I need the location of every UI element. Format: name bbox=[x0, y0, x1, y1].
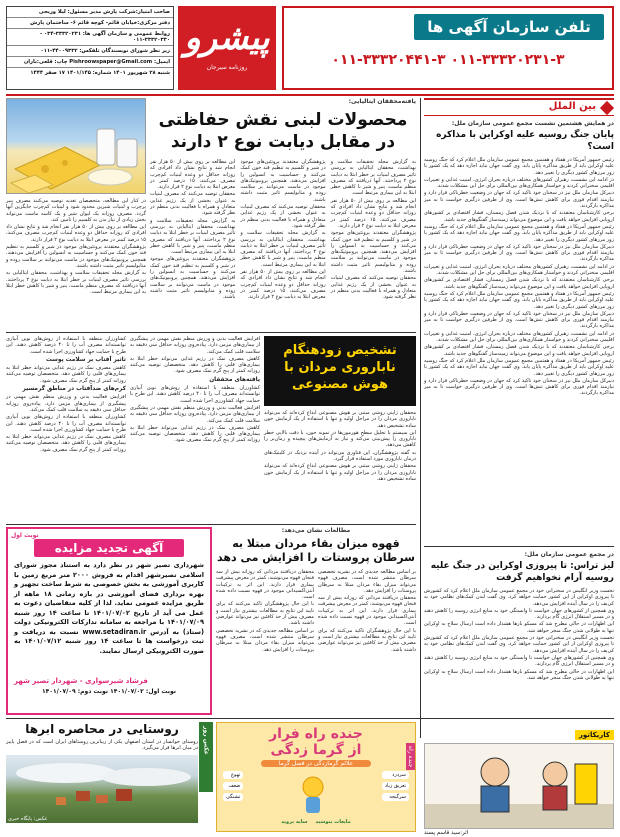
subheading: یافته‌های محققان bbox=[209, 376, 260, 383]
article-column bbox=[331, 159, 416, 309]
cheese-illustration bbox=[5, 99, 145, 195]
article-column bbox=[150, 159, 235, 309]
article-title: محصولات لبنی نقش حفاظتی در مقابل دیابت نوع ۲ دارند bbox=[158, 110, 408, 152]
logo-text: پیشرو bbox=[184, 18, 270, 58]
article-kicker: در مجمع عمومی سازمان ملل: bbox=[524, 551, 614, 558]
health-briefs bbox=[6, 336, 126, 522]
heatstroke-poster bbox=[216, 722, 416, 832]
paragraph: افزایش فعالیت بدنی و ورزش منظم نقش مهمی در پیشگیری از بیماری‌های مزمن دارد. پیاده‌روی روزانه حداقل سی دقیقه به سلامت قلب کمک می‌کند. bbox=[130, 336, 260, 355]
tag-label: عکس روز bbox=[202, 726, 210, 755]
paragraph: کاهش مصرف نمک در رژیم غذایی می‌تواند خطر ابتلا به بیماری‌های قلبی را کاهش دهد. متخصصان توصیه می‌کنند روزانه کمتر از پنج گرم نمک مصرف شود. bbox=[6, 365, 126, 384]
tip-label: سایه بروید bbox=[281, 819, 308, 825]
paragraph: رئیس جمهور آمریکا در هفتاد و هفتمین مجمع عمومی سازمان ملل اعلام کرد که جنگ روسیه علیه اوکراین باید از طریق مذاکره پایان یابد. وی گفت جهان نباید اجازه دهد که یک کشور با زور مرزهای کشور دیگری را تغییر دهد. bbox=[424, 357, 614, 377]
masthead-line: زیر نظر شورای نویسندگان تلفکس: ۴۴۰۰۹۳۳۲-۰۱۱ bbox=[7, 46, 173, 57]
photo-of-day-tag bbox=[199, 722, 213, 792]
paragraph: پژوهشگران معتقدند پروتئین‌های موجود در شیر و کلسیم به تنظیم قند خون کمک می‌کنند و حساسیت به انسولین را افزایش می‌دهند. همچنین پروبیوتیک‌های موجود در ماست می‌توانند بر سلامت روده و متابولیسم تاثیر مثبت داشته باشند. bbox=[330, 230, 416, 275]
coffee-article bbox=[216, 527, 416, 715]
paragraph: پژوهشگران معتقدند پروتئین‌های موجود در شیر و کلسیم به تنظیم قند خون کمک می‌کنند و حساسیت به انسولین را افزایش می‌دهند. همچنین پروبیوتیک‌های موجود در ماست می‌توانند بر سلامت روده و متابولیسم تاثیر مثبت داشته باشند. bbox=[240, 159, 326, 203]
paragraph: در ادامه این نشست، رهبران کشورهای مختلف درباره بحران انرژی، امنیت غذایی و تغییرات اقلیمی سخنرانی کردند و خواستار همکاری‌های بین‌المللی برای حل این مشکلات شدند. bbox=[424, 176, 614, 190]
paragraph: دبیرکل سازمان ملل نیز در سخنان خود تاکید کرد که جهان در وضعیت خطرناکی قرار دارد و نیازمند اقدام فوری برای کاهش تنش‌ها است. وی از طرفین درگیری خواست تا به میز مذاکره بازگردند. bbox=[424, 190, 614, 210]
poster-symptoms-right bbox=[382, 771, 409, 815]
infertility-article bbox=[264, 336, 416, 522]
symptom-label: تعریق زیاد bbox=[382, 782, 409, 790]
article-body bbox=[424, 157, 614, 542]
paragraph: محققان توصیه می‌کنند که مصرف لبنیات به عنوان بخشی از یک رژیم غذایی متعادل و همراه با فعالیت بدنی منظم در نظر گرفته شود. bbox=[150, 191, 236, 217]
paragraph: وی همچنین از کشورهای جهان خواست تا وابستگی خود به منابع انرژی روسیه را کاهش دهند و در مسیر استقلال انرژی گام بردارند. bbox=[424, 607, 614, 621]
tender-ad bbox=[6, 527, 212, 715]
health-briefs-col2 bbox=[130, 336, 260, 522]
poster-subtitle: علائم گرمازدگی در فصل گرما bbox=[261, 760, 371, 767]
article-column bbox=[216, 569, 314, 697]
subheading: کرم‌های ضدآفتاب در مناطق گرمسیر bbox=[22, 386, 126, 393]
phone-ad-numbers: ۰۱۱-۳۳۳۲۰۲۳۱-۳ ۰۱۱-۳۳۳۲۰۴۴۱-۳ bbox=[331, 52, 565, 68]
ad-body: شهرداری تصیر شهر در نظر دارد به استناد مجوز شورای اسلامی تصیرشهر اقدام به فروش ۲۰۰۰ متر مربع زمین با کاربری آموزشی به بخش خصوصی به شرط ساخت تجهیز و بهره برداری فضای آموزشی در بازه زمانی ۱۸ ماهه از طریق مزایده عمومی نماید. لذا از کلیه متقاضیان دعوت به عمل می آید از تاریخ ۱۴۰۱/۰۷/۰۲ تا ساعت ۱۴ روز شنبه ۱۴۰۱/۰۷/۰۹ با مراجعه به سامانه تدارکات الکترونیکی دولت (ستاد) به آدرس www.setadiran.ir نسبت به دریافت و ثبت درخواست ها تا ساعت ۱۴ روز شنبه ۱۴۰۱/۰۷/۱۲ به صورت الکترونیکی ارسال نمایند. bbox=[14, 561, 204, 655]
paragraph: رئیس جمهور آمریکا در هفتاد و هفتمین مجمع عمومی سازمان ملل اعلام کرد که جنگ روسیه علیه اوکراین باید از طریق مذاکره پایان یابد. وی گفت جهان نباید اجازه دهد که یک کشور با زور مرزهای کشور دیگری را تغییر دهد. bbox=[424, 223, 614, 243]
masthead-line: روابط عمومی و سازمان آگهی ها: ۳۳۳۲۰۲۳۱-۰۳۴ - ۳۳۳۲۰۳۳۰-۰۱۱ bbox=[7, 29, 173, 46]
paragraph: کشاورزان منطقه با استفاده از روش‌های نوین آبیاری توانسته‌اند مصرف آب را تا ۴۰ درصد کاهش دهند. این طرح با حمایت جهاد کشاورزی اجرا شده است. bbox=[130, 385, 260, 404]
diamond-icon bbox=[600, 101, 614, 115]
ad-date: نوبت اول: ۱۴۰۱/۰۷/۰۲ نوبت دوم: ۱۴۰۱/۰۷/۰۹ bbox=[41, 688, 177, 695]
paragraph: دبیرکل سازمان ملل نیز در سخنان خود تاکید کرد که جهان در وضعیت خطرناکی قرار دارد و نیازمند اقدام فوری برای کاهش تنش‌ها است. وی از طرفین درگیری خواست تا به میز مذاکره بازگردند. bbox=[424, 243, 614, 263]
paragraph: این اظهارات در حالی مطرح شد که مسکو بارها هشدار داده است ارسال سلاح به اوکراین تنها به طولانی شدن جنگ منجر خواهد شد. bbox=[424, 668, 614, 681]
paragraph: این مطالعه بر روی بیش از ۵۰ هزار نفر انجام شد و نتایج نشان داد افرادی که روزانه حداقل دو وعده لبنیات کم‌چرب مصرف می‌کنند، ۱۵ درصد کمتر در معرض ابتلا به دیابت نوع ۲ قرار دارند. bbox=[330, 197, 416, 229]
subheading: تاثیر آفتاب بر سلامت پوست bbox=[46, 356, 126, 363]
paragraph: محققان توصیه می‌کنند که مصرف لبنیات به عنوان بخشی از یک رژیم غذایی متعادل و همراه با فعالیت بدنی منظم در نظر گرفته شود. bbox=[330, 275, 416, 301]
paragraph: برخی کارشناسان معتقدند که با نزدیک شدن فصل زمستان، فشار اقتصادی بر کشورهای اروپایی افزایش خواهد یافت و این موضوع می‌تواند زمینه‌ساز گفتگوهای جدید باشد. bbox=[424, 210, 614, 223]
paragraph: محققان دریافتند مردانی که روزانه بیش از سه فنجان قهوه می‌نوشند، کمتر در معرض پیشرفت بیماری قرار دارند. این اثر به ترکیبات آنتی‌اکسیدانی موجود در قهوه نسبت داده شده است. bbox=[317, 595, 416, 627]
paragraph: افزایش فعالیت بدنی و ورزش منظم نقش مهمی در پیشگیری از بیماری‌های مزمن دارد. پیاده‌روی روزانه حداقل سی دقیقه به سلامت قلب کمک می‌کند. bbox=[130, 404, 260, 424]
paragraph: برخی کارشناسان معتقدند که با نزدیک شدن فصل زمستان، فشار اقتصادی بر کشورهای اروپایی افزایش خواهد یافت و این موضوع می‌تواند زمینه‌ساز گفتگوهای جدید باشد. bbox=[424, 344, 614, 357]
article-title: لیز تراس: تا پیروزی اوکراین در جنگ علیه روسیه آرام نخواهیم گرفت bbox=[430, 561, 614, 583]
paragraph: در ادامه این نشست، رهبران کشورهای مختلف درباره بحران انرژی، امنیت غذایی و تغییرات اقلیمی سخنرانی کردند و خواستار همکاری‌های بین‌المللی برای حل این مشکلات شدند. bbox=[424, 330, 614, 344]
paragraph: بر اساس مطالعه جدیدی که در نشریه تخصصی سرطان منتشر شده است، مصرف قهوه می‌تواند میزان بقاء مردان مبتلا به سرطان پروستات را افزایش دهد. bbox=[318, 569, 416, 594]
poster-title-line: جنده راه فرار bbox=[269, 726, 363, 742]
article-title: قهوه میزان بقاء مردان مبتلا به سرطان پروستات را افزایش می دهد bbox=[217, 537, 415, 564]
article-title: تشخیص زودهنگام نابارورى مردان با هوش مصنوعی bbox=[283, 343, 397, 392]
poster-title bbox=[217, 726, 415, 758]
paragraph: به گزارش مجله تحقیقات سلامت و بهداشت، محققان ایتالیایی به بررسی تاثیر مصرف لبنیات بر خطر ابتلا به دیابت نوع ۲ پرداختند. آنها دریافتند که مصرف منظم ماست، پنیر و شیر با کاهش خطر ابتلا به این بیماری مرتبط است. bbox=[330, 159, 416, 197]
cartoon-box bbox=[424, 722, 614, 836]
symptom-label: ضعف bbox=[223, 782, 243, 790]
international-section bbox=[424, 98, 614, 738]
photo-credit: عکس: پایگاه خبری bbox=[8, 816, 48, 822]
masthead-line: ایمیل: Pishroowspaper@Gmail.com چاپ: قلعی:باران bbox=[7, 57, 173, 68]
tip-label: مایعات بنوشید bbox=[315, 819, 351, 825]
paragraph: این مطالعه بر روی بیش از ۵۰ هزار نفر انجام شد و نتایج نشان داد افرادی که روزانه حداقل دو وعده لبنیات کم‌چرب مصرف می‌کنند، ۱۵ درصد کمتر در معرض ابتلا به دیابت نوع ۲ قرار دارند. bbox=[6, 224, 147, 243]
article-title: روستایی در محاصره ابرها bbox=[25, 722, 179, 736]
article-kicker: در همایش هشتمین نشست مجمع عمومی سازمان ملل: bbox=[451, 120, 614, 127]
cartoon-image bbox=[424, 743, 614, 829]
paragraph: به گفته پژوهشگران، این فناوری می‌تواند در آینده نزدیک در کلینیک‌های درمان ناباروری مورد استفاده قرار گیرد. bbox=[264, 449, 416, 463]
paragraph: کشاورزان منطقه با استفاده از روش‌های نوین آبیاری توانسته‌اند مصرف آب را تا ۴۰ درصد کاهش دهند. این طرح با حمایت جهاد کشاورزی اجرا شده است. bbox=[6, 414, 126, 433]
article-column bbox=[318, 569, 416, 697]
paragraph: محققان توصیه می‌کنند که مصرف لبنیات به عنوان بخشی از یک رژیم غذایی متعادل و همراه با فعالیت بدنی منظم در نظر گرفته شود. bbox=[240, 204, 326, 229]
village-illustration bbox=[6, 755, 198, 823]
poster-title-line: از گرما زدگی bbox=[270, 742, 362, 758]
sun-figure-icon bbox=[288, 771, 338, 815]
ad-badge: نوبت اول bbox=[11, 532, 39, 539]
paragraph: این مطالعه بر روی بیش از ۵۰ هزار نفر انجام شد و نتایج نشان داد افرادی که روزانه حداقل دو وعده لبنیات کم‌چرب مصرف می‌کنند، ۱۵ درصد کمتر در معرض ابتلا به دیابت نوع ۲ قرار دارند. bbox=[240, 269, 326, 301]
cartoon-label: کاریکاتور bbox=[575, 730, 614, 740]
paragraph: رئیس جمهور آمریکا در هفتاد و هفتمین مجمع عمومی سازمان ملل اعلام کرد که جنگ روسیه علیه اوکراین باید از طریق مذاکره پایان یابد. وی گفت جهان نباید اجازه دهد که یک کشور با زور مرزهای کشور دیگری را تغییر دهد. bbox=[424, 157, 614, 176]
dairy-photo bbox=[6, 98, 146, 194]
paragraph: دبیرکل سازمان ملل نیز در سخنان خود تاکید کرد که جهان در وضعیت خطرناکی قرار دارد و نیازمند اقدام فوری برای کاهش تنش‌ها است. وی از طرفین درگیری خواست تا به میز مذاکره بازگردند. bbox=[424, 377, 614, 397]
masthead-logo bbox=[178, 6, 276, 90]
phone-ad-box bbox=[282, 6, 614, 90]
paragraph: محققان دریافتند مردانی که روزانه بیش از سه فنجان قهوه می‌نوشند، کمتر در معرض پیشرفت بیماری قرار دارند. این اثر به ترکیبات آنتی‌اکسیدانی موجود در قهوه نسبت داده شده است. bbox=[215, 569, 314, 601]
infertility-banner bbox=[264, 336, 416, 406]
paragraph: افزایش فعالیت بدنی و ورزش منظم نقش مهمی در پیشگیری از بیماری‌های مزمن دارد. پیاده‌روی روزانه حداقل سی دقیقه به سلامت قلب کمک می‌کند. bbox=[6, 394, 126, 413]
section-label: بین الملل bbox=[548, 101, 596, 112]
paragraph: به گزارش مجله تحقیقات سلامت و بهداشت، محققان ایتالیایی به بررسی تاثیر مصرف لبنیات بر خطر ابتلا به دیابت نوع ۲ پرداختند. آنها دریافتند که مصرف منظم ماست، پنیر و شیر با کاهش خطر ابتلا به این بیماری مرتبط است. bbox=[150, 217, 236, 256]
section-header bbox=[424, 98, 614, 116]
village-feature bbox=[6, 722, 198, 832]
paragraph: کاهش مصرف نمک در رژیم غذایی می‌تواند خطر ابتلا به بیماری‌های قلبی را کاهش دهد. متخصصان توصیه می‌کنند روزانه کمتر از پنج گرم نمک مصرف شود. bbox=[130, 424, 260, 444]
paragraph: رئیس جمهور آمریکا در هفتاد و هفتمین مجمع عمومی سازمان ملل اعلام کرد که جنگ روسیه علیه اوکراین باید از طریق مذاکره پایان یابد. وی گفت جهان نباید اجازه دهد که یک کشور با زور مرزهای کشور دیگری را تغییر دهد. bbox=[424, 290, 614, 310]
paragraph: در کنار این مطالعه، متخصصان تغذیه توصیه می‌کنند مصرف پنیر پرچرب و لبنیات شیرین محدود شود و لبنیات کم‌چرب جایگزین آنها گردد. مصرف روزانه یک لیوان شیر و یک کاسه ماست می‌تواند بخش زیادی از نیاز بدن به کلسیم را تامین کند. bbox=[6, 198, 146, 223]
paragraph: وی همچنین از کشورهای جهان خواست تا وابستگی خود به منابع انرژی روسیه را کاهش دهند و در مسیر استقلال انرژی گام بردارند. bbox=[424, 654, 614, 668]
symptom-label: سردرد bbox=[382, 771, 409, 779]
paragraph: به گزارش مجله تحقیقات سلامت و بهداشت، محققان ایتالیایی به بررسی تاثیر مصرف لبنیات بر خطر ابتلا به دیابت نوع ۲ پرداختند. آنها دریافتند که مصرف منظم ماست، پنیر و شیر با کاهش خطر ابتلا به این بیماری مرتبط است. bbox=[6, 270, 146, 296]
paragraph: کاهش مصرف نمک در رژیم غذایی می‌تواند خطر ابتلا به بیماری‌های قلبی را کاهش دهد. متخصصان توصیه می‌کنند روزانه کمتر از پنج گرم نمک مصرف شود. bbox=[6, 434, 126, 453]
village-photo bbox=[6, 755, 198, 823]
paragraph: برخی کارشناسان معتقدند که با نزدیک شدن فصل زمستان، فشار اقتصادی بر کشورهای اروپایی افزایش خواهد یافت و این موضوع می‌تواند زمینه‌ساز گفتگوهای جدید باشد. bbox=[424, 277, 614, 290]
paragraph: کاهش مصرف نمک در رژیم غذایی می‌تواند خطر ابتلا به بیماری‌های قلبی را کاهش دهد. متخصصان توصیه می‌کنند روزانه کمتر از پنج گرم نمک مصرف شود. bbox=[130, 355, 260, 375]
dairy-caption bbox=[6, 198, 146, 330]
paragraph: این مطالعه بر روی بیش از ۵۰ هزار نفر انجام شد و نتایج نشان داد افرادی که روزانه حداقل دو وعده لبنیات کم‌چرب مصرف می‌کنند، ۱۵ درصد کمتر در معرض ابتلا به دیابت نوع ۲ قرار دارند. bbox=[150, 159, 236, 191]
poster-symptoms-left bbox=[223, 771, 243, 815]
article-title: پایان جنگ روسیه علیه اوکراین با مذاکره است؟ bbox=[436, 130, 614, 152]
ad-signature: فرشاد شیرسواری - شهردار تصیر شهر bbox=[14, 677, 148, 685]
article-kicker: مطالعات نشان می‌دهد: bbox=[281, 527, 351, 534]
paragraph: محققان ژاپنی روشی مبتنی بر هوش مصنوعی ابداع کرده‌اند که می‌تواند ناباروری مردان را در مراحل اولیه و تنها با استفاده از یک آزمایش خون ساده تشخیص دهد. bbox=[264, 463, 416, 482]
paragraph: نخست وزیر انگلیس در سخنرانی خود در مجمع عمومی سازمان ملل اعلام کرد که کشورش تا پیروزی اوکراین از این کشور حمایت خواهد کرد. وی گفت لندن کمک‌های نظامی خود به کی‌یف را در سال آینده افزایش می‌دهد. bbox=[424, 635, 614, 654]
cartoon-credit: اثر:سید قاسم پسند bbox=[424, 830, 469, 836]
paragraph: پژوهشگران معتقدند پروتئین‌های موجود در شیر و کلسیم به تنظیم قند خون کمک می‌کنند و حساسیت به انسولین را افزایش می‌دهند. همچنین پروبیوتیک‌های موجود در ماست می‌توانند بر سلامت روده و متابولیسم تاثیر مثبت داشته باشند. bbox=[150, 256, 236, 301]
article-kicker: یافته‌محققان ایتالیایی: bbox=[348, 98, 416, 105]
paragraph: به گزارش مجله تحقیقات سلامت و بهداشت، محققان ایتالیایی به بررسی تاثیر مصرف لبنیات بر خطر ابتلا به دیابت نوع ۲ پرداختند. آنها دریافتند که مصرف منظم ماست، پنیر و شیر با کاهش خطر ابتلا به این بیماری مرتبط است. bbox=[240, 230, 326, 268]
paragraph: بر اساس مطالعه جدیدی که در نشریه تخصصی سرطان منتشر شده است، مصرف قهوه می‌تواند میزان بقاء مردان مبتلا به سرطان پروستات را افزایش دهد. bbox=[216, 627, 314, 653]
paragraph: دبیرکل سازمان ملل نیز در سخنان خود تاکید کرد که جهان در وضعیت خطرناکی قرار دارد و نیازمند اقدام فوری برای کاهش تنش‌ها است. وی از طرفین درگیری خواست تا به میز مذاکره بازگردند. bbox=[424, 310, 614, 330]
symptom-label: سرگیجه bbox=[382, 793, 409, 801]
masthead-info bbox=[6, 6, 174, 90]
paragraph: این سیستم با تحلیل سطح هورمون‌ها در نمونه خون، با دقت بالایی خطر ناباروری را پیش‌بینی می‌کند و نیاز به آزمایش‌های پیچیده و زمان‌بر را کاهش می‌دهد. bbox=[264, 429, 416, 449]
poster-side-label: جنده راه bbox=[406, 743, 415, 770]
article-column bbox=[240, 159, 325, 309]
paragraph: این اظهارات در حالی مطرح شد که مسکو بارها هشدار داده است ارسال سلاح به اوکراین تنها به طولانی شدن جنگ منجر خواهد شد. bbox=[424, 621, 614, 634]
paragraph: در ادامه این نشست، رهبران کشورهای مختلف درباره بحران انرژی، امنیت غذایی و تغییرات اقلیمی سخنرانی کردند و خواستار همکاری‌های بین‌المللی برای حل این مشکلات شدند. bbox=[424, 263, 614, 277]
paragraph: با این حال پژوهشگران تاکید می‌کنند که برای تایید این نتایج به مطالعات بیشتری نیاز است و مصرف بیش از حد کافئین نیز می‌تواند عوارضی داشته باشد. bbox=[318, 627, 416, 653]
ad-title: آگهی تجدید مزایده bbox=[34, 539, 184, 557]
symptom-label: تهوع bbox=[223, 771, 243, 779]
symptom-label: تشنگی bbox=[223, 793, 243, 801]
phone-ad-title: تلفن سازمان آگهی ها bbox=[414, 14, 604, 40]
masthead-line: دفتر مرکزی:خیابان قائم- کوچه قائم ۶- ساختمان پارش bbox=[7, 18, 173, 29]
paragraph: نخست وزیر انگلیس در سخنرانی خود در مجمع عمومی سازمان ملل اعلام کرد که کشورش تا پیروزی اوکراین از این کشور حمایت خواهد کرد. وی گفت لندن کمک‌های نظامی خود به کی‌یف را در سال آینده افزایش می‌دهد. bbox=[424, 588, 614, 607]
paragraph: محققان ژاپنی روشی مبتنی بر هوش مصنوعی ابداع کرده‌اند که می‌تواند ناباروری مردان را در مراحل اولیه و تنها با استفاده از یک آزمایش خون ساده تشخیص دهد. bbox=[264, 410, 416, 429]
cartoon-illustration bbox=[425, 744, 613, 828]
paragraph: با این حال پژوهشگران تاکید می‌کنند که برای تایید این نتایج به مطالعات بیشتری نیاز است و مصرف بیش از حد کافئین نیز می‌تواند عوارضی داشته باشد. bbox=[216, 601, 314, 627]
paragraph: پژوهشگران معتقدند پروتئین‌های موجود در شیر و کلسیم به تنظیم قند خون کمک می‌کنند و حساسیت به انسولین را افزایش می‌دهند. همچنین پروبیوتیک‌های موجود در ماست می‌توانند بر سلامت روده و متابولیسم تاثیر مثبت داشته باشند. bbox=[6, 244, 146, 269]
paragraph: کشاورزان منطقه با استفاده از روش‌های نوین آبیاری توانسته‌اند مصرف آب را تا ۴۰ درصد کاهش دهند. این طرح با حمایت جهاد کشاورزی اجرا شده است. bbox=[6, 336, 126, 355]
masthead-line: صاحب امتیاز:شرکت پارش مدیر مسئول: لیلا وریجی bbox=[7, 7, 173, 18]
logo-subtitle: روزنامه سیرجان bbox=[206, 64, 248, 71]
masthead-line: شنبه ۲۸ شهریور ۱۴۰۱ شماره: ۱۴۰۱/۱۴۵ ۱۷ صفر ۱۴۴۴ bbox=[30, 70, 170, 76]
article-body bbox=[264, 410, 416, 520]
village-caption: روستای خوانسار در استان اصفهان یکی از زیباترین روستاهای ایران است که در فصل پاییز در میان ابرها قرار می‌گیرد. bbox=[6, 739, 198, 752]
lead-article bbox=[150, 98, 416, 330]
